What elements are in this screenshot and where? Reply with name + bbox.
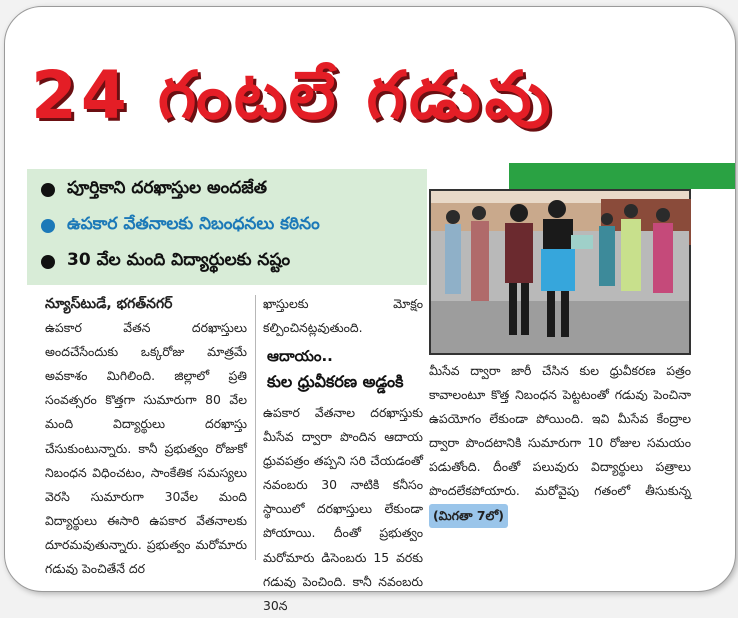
green-accent-bar xyxy=(509,163,735,189)
bullet-item-3 xyxy=(41,245,290,279)
headline: 24 గంటలే గడువు xyxy=(31,57,555,134)
continued-marker: (మిగతా 7లో) xyxy=(429,504,508,528)
byline: న్యూస్‌టుడే, భగత్‌నగర్ xyxy=(45,296,173,312)
column-2-lead-text: ఖాస్తులకు మోక్షం కల్పించినట్లవుతుంది. xyxy=(263,296,423,336)
column-3-text xyxy=(429,359,691,528)
bullet-item-2 xyxy=(41,209,320,243)
students-photo-illustration xyxy=(431,191,689,353)
column-divider xyxy=(255,295,256,560)
bullet-box xyxy=(27,169,427,285)
bullet-dot-icon xyxy=(41,255,55,269)
column-3-body: మీసేవ ద్వారా జారీ చేసిన కుల ధ్రువీకరణ పత్రం కావాలంటూ కొత్త నిబంధన పెట్టటంతో గడువు పెంచినా ఉపయోగం లేకుండా పోయింది. ఇవి మీసేవ కేంద్రాల ద్వారా పొందటానికి సుమారుగా 10 రోజుల సమయం పడుతోంది. దీంతో పలువురు విద్యార్థులు పత్రాలు పొందలేకపోయారు. మరోవైపు గతంలో తీసుకున్న xyxy=(429,363,691,499)
article-frame xyxy=(4,6,736,613)
column-2-body-text: ఉపకార వేతనాల దరఖాస్తుకు మీసేవ ద్వారా పొందిన ఆదాయ ధ్రువపత్రం తప్పని సరి చేయడంతో నవంబరు 30 నాటికి కనీసం స్థాయిలో దరఖాస్తులు లేకుండా పోయాయి. దీంతో ప్రభుత్వం మరోమారు డిసెంబరు 15 వరకు గడువు పెంచింది. కానీ నవంబరు 30న xyxy=(263,405,423,613)
bullet-text: 30 వేల మంది విద్యార్థులకు నష్టం xyxy=(67,250,291,270)
subheading-income: ఆదాయం.. xyxy=(267,347,333,365)
bullet-dot-icon xyxy=(41,183,55,197)
article-column-1 xyxy=(45,292,247,581)
bullet-dot-icon xyxy=(41,219,55,233)
news-photo xyxy=(429,189,691,355)
bullet-text: ఉపకార వేతనాలకు నిబంధనలు కఠినం xyxy=(67,214,320,234)
bullet-text: పూర్తికాని దరఖాస్తుల అందజేత xyxy=(67,178,267,198)
bullet-item-1 xyxy=(41,173,267,207)
subheading-caste-certificate: కుల ధ్రువీకరణ అడ్డంకి xyxy=(267,372,404,391)
article-column-2-body xyxy=(263,401,423,618)
article-column-3 xyxy=(429,359,691,528)
column-1-text: ఉపకార వేతన దరఖాస్తులు అందచేసేందుకు ఒక్కరోజు మాత్రమే అవకాశం మిగిలింది. జిల్లాలో ప్రతి సంవత్సరం కొత్తగా సుమారుగా 80 వేల మంది విద్యార్థులు దరఖాస్తు చేసుకుంటున్నారు. కానీ ప్రభుత్వం రోజుకో నిబంధన విధించటం, సాంకేతిక సమస్యలు వెరసి సుమారుగా 30వేల మంది విద్యార్థులు ఈసారి ఉపకార వేతనాలకు దూరమవుతున్నారు. ప్రభుత్వం మరోమారు గడువు పెంచితేనే దర xyxy=(45,320,247,577)
article-column-2 xyxy=(263,292,423,340)
